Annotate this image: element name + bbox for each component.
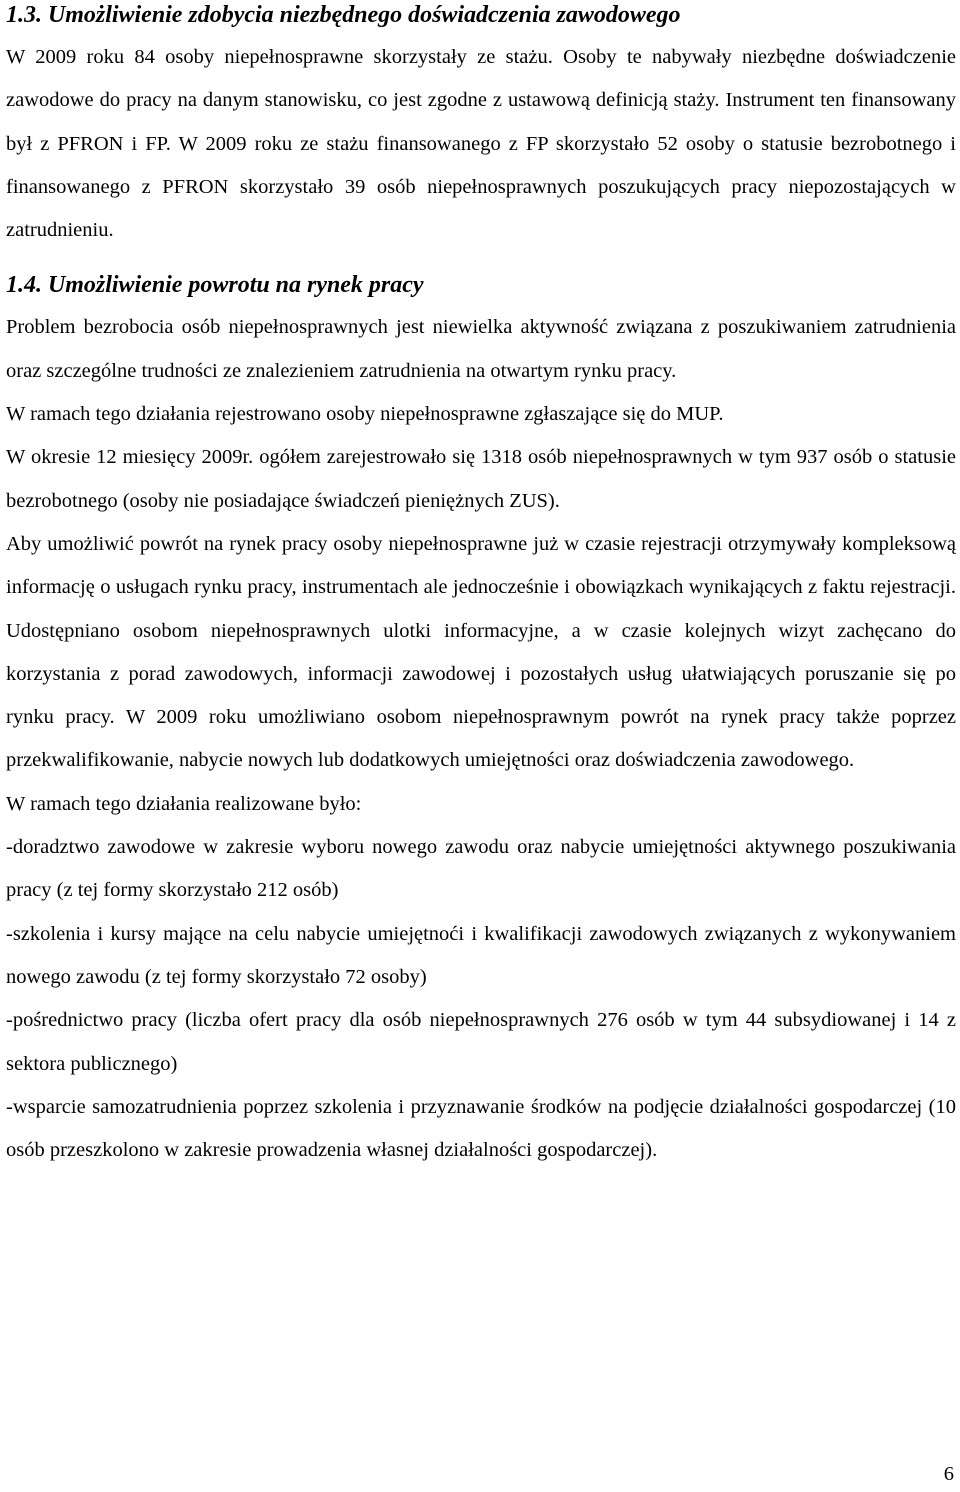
list-item-doradztwo: -doradztwo zawodowe w zakresie wyboru nowego zawodu oraz nabycie umiejętności aktywnego poszukiwania pracy (z tej formy skorzystało 212 osób)	[6, 836, 956, 902]
list-item-posrednictwo: -pośrednictwo pracy (liczba ofert pracy dla osób niepełnosprawnych 276 osób w tym 44 subsydiowanej i 14 z sektora publicznego)	[6, 1009, 956, 1075]
page-number: 6	[943, 1463, 954, 1485]
list-item-szkolenia: -szkolenia i kursy mające na celu nabycie umiejętnoći i kwalifikacji zawodowych związanych z wykonywaniem nowego zawodu (z tej formy skorzystało 72 osoby)	[6, 922, 956, 988]
list-item-samozatrudnienie: -wsparcie samozatrudnienia poprzez szkolenia i przyznawanie środków na podjęcie działalności gospodarczej (10 osób przeszkolono w zakresie prowadzenia własnej działalności gospodarczej).	[6, 1095, 956, 1162]
paragraph-1-4-2: W ramach tego działania rejestrowano osoby niepełnosprawne zgłaszające się do MUP.	[6, 403, 724, 426]
paragraph-1-4-3: W okresie 12 miesięcy 2009r. ogółem zarejestrowało się 1318 osób niepełnosprawnych w tym 937 osób o statusie bezrobotnego (osoby nie posiadające świadczeń pieniężnych ZUS).	[6, 446, 956, 512]
paragraph-1-4-4: Aby umożliwić powrót na rynek pracy osoby niepełnosprawne już w czasie rejestracji otrzymywały kompleksową informację o usługach rynku pracy, instrumentach ale jednocześnie i obowiązkach wynikających z faktu rejestracji. Udostępniano osobom niepełnosprawnych ulotki informacyjne, a w czasie kolejnych wizyt zachęcano do korzystania z porad zawodowych, informacji zawodowej i pozostałych usług ułatwiających poruszanie się po rynku pracy. W 2009 roku umożliwiano osobom niepełnosprawnym powrót na rynek pracy także poprzez przekwalifikowanie, nabycie nowych lub dodatkowych umiejętności oraz doświadczenia zawodowego.	[6, 532, 956, 772]
section-heading-1-4: 1.4. Umożliwienie powrotu na rynek pracy	[6, 272, 424, 299]
section-heading-1-3: 1.3. Umożliwienie zdobycia niezbędnego doświadczenia zawodowego	[6, 2, 681, 28]
paragraph-1-3: W 2009 roku 84 osoby niepełnosprawne skorzystały ze stażu. Osoby te nabywały niezbędne doświadczenie zawodowe do pracy na danym stanowisku, co jest zgodne z ustawową definicją staży. Instrument ten finansowany był z PFRON i FP. W 2009 roku ze stażu finansowanego z FP skorzystało 52 osoby o statusie bezrobotnego i finansowanego z PFRON skorzystało 39 osób niepełnosprawnych poszukujących pracy niepozostających w zatrudnieniu.	[6, 46, 956, 242]
paragraph-1-4-1: Problem bezrobocia osób niepełnosprawnych jest niewielka aktywność związana z poszukiwaniem zatrudnienia oraz szczególne trudności ze znalezieniem zatrudnienia na otwartym rynku pracy.	[6, 316, 956, 382]
paragraph-1-4-5: W ramach tego działania realizowane było:	[6, 792, 362, 815]
document-page	[6, 0, 956, 1172]
